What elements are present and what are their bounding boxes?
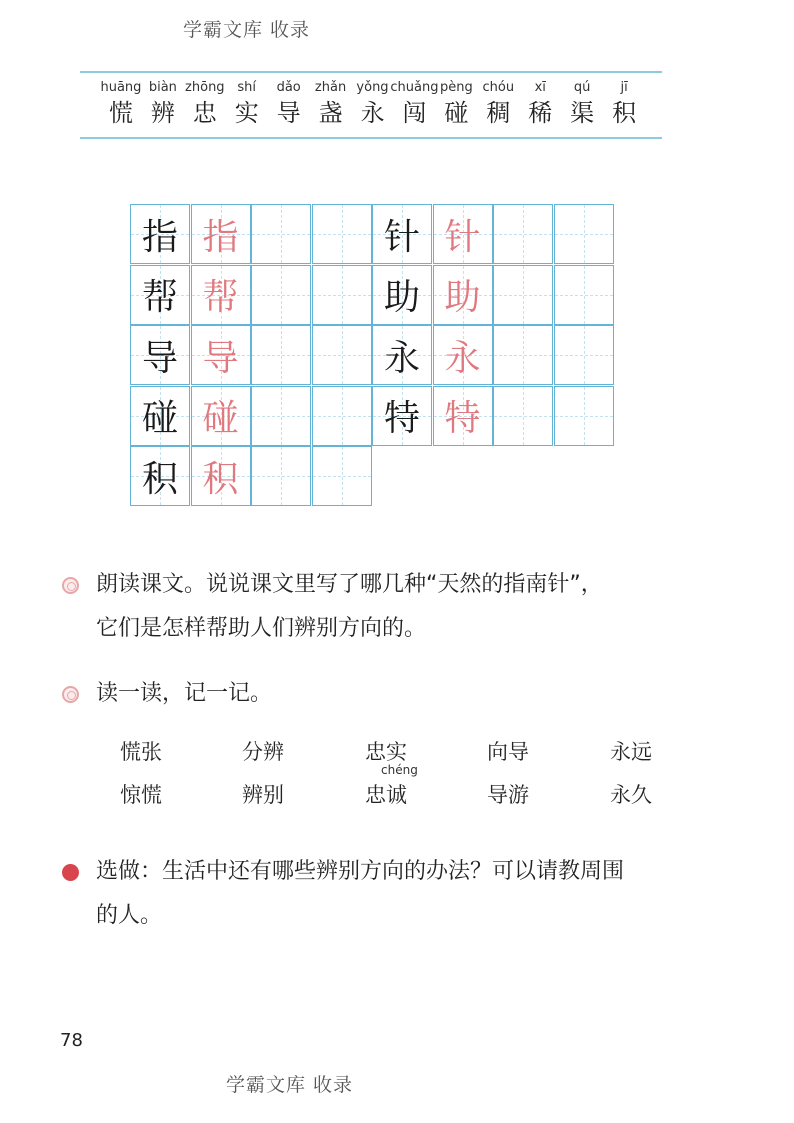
exercise-read-remember bbox=[60, 672, 740, 716]
grid-cell bbox=[372, 325, 432, 385]
word-pinyin: chéng bbox=[381, 763, 418, 777]
model-char: 碰 bbox=[141, 398, 178, 439]
exercise-optional bbox=[60, 850, 740, 940]
grid-cell bbox=[191, 446, 251, 506]
grid-cell bbox=[130, 325, 190, 385]
vocab-item bbox=[268, 80, 310, 128]
grid-cell bbox=[191, 386, 251, 446]
vocab-item bbox=[561, 80, 603, 128]
watermark-bottom: 学霸文库 收录 bbox=[226, 1074, 354, 1096]
vocab-pinyin: dǎo bbox=[276, 80, 301, 95]
grid-cell bbox=[372, 204, 432, 264]
vocab-pinyin: zhǎn bbox=[314, 80, 347, 95]
page-number: 78 bbox=[60, 1030, 83, 1051]
tracing-char: 指 bbox=[202, 216, 239, 258]
vocab-char: 闯 bbox=[402, 99, 427, 127]
grid-cell bbox=[251, 265, 311, 325]
vocab-char: 盏 bbox=[318, 99, 343, 127]
vocab-item bbox=[603, 80, 645, 128]
grid-cell bbox=[312, 325, 372, 385]
model-char: 指 bbox=[141, 216, 178, 258]
grid-cell bbox=[312, 204, 372, 264]
grid-cell bbox=[251, 446, 311, 506]
grid-cell bbox=[251, 325, 311, 385]
tracing-char: 特 bbox=[444, 398, 481, 439]
vocab-char: 稠 bbox=[486, 99, 511, 127]
grid-cell bbox=[130, 386, 190, 446]
vocab-char: 稀 bbox=[528, 99, 553, 127]
vocab-strip-top-line bbox=[80, 71, 662, 73]
vocab-item bbox=[226, 80, 268, 128]
exercise-3-line-2: 的人。 bbox=[96, 903, 163, 928]
word-item: 分辨 bbox=[242, 740, 284, 764]
tracing-char: 导 bbox=[202, 337, 239, 379]
exercise-1-line-1: 朗读课文。说说课文里写了哪几种“天然的指南针”， bbox=[96, 572, 603, 597]
grid-cell bbox=[493, 325, 553, 385]
vocab-pinyin: pèng bbox=[440, 80, 473, 95]
vocab-strip bbox=[100, 80, 645, 128]
grid-cell bbox=[554, 204, 614, 264]
grid-cell bbox=[130, 265, 190, 325]
model-char: 针 bbox=[383, 216, 420, 258]
word-item: 辨别 bbox=[242, 783, 284, 807]
vocab-item bbox=[390, 80, 439, 128]
tracing-char: 碰 bbox=[202, 398, 239, 439]
vocab-item bbox=[477, 80, 519, 128]
vocab-pinyin: jī bbox=[620, 80, 628, 95]
vocab-item bbox=[310, 80, 352, 128]
vocab-pinyin: chóu bbox=[482, 80, 515, 95]
watermark-top: 学霸文库 收录 bbox=[183, 19, 311, 41]
word-item: 慌张 bbox=[120, 740, 162, 764]
vocab-pinyin: zhōng bbox=[185, 80, 225, 95]
bullet-icon bbox=[62, 577, 79, 594]
vocab-pinyin: chuǎng bbox=[390, 80, 439, 95]
grid-cell bbox=[493, 265, 553, 325]
word-list bbox=[120, 730, 680, 810]
vocab-pinyin: xī bbox=[534, 80, 546, 95]
tracing-char: 帮 bbox=[202, 277, 239, 318]
vocab-pinyin: qú bbox=[573, 80, 591, 95]
tracing-char: 针 bbox=[444, 216, 481, 258]
grid-cell bbox=[312, 265, 372, 325]
exercise-read-text bbox=[60, 563, 740, 653]
vocab-strip-bottom-line bbox=[80, 137, 662, 139]
vocab-pinyin: biàn bbox=[148, 80, 177, 95]
bullet-icon bbox=[62, 864, 79, 881]
exercise-1-line-2: 它们是怎样帮助人们辨别方向的。 bbox=[96, 616, 427, 641]
exercise-2-text: 读一读，记一记。 bbox=[96, 681, 273, 706]
vocab-pinyin: yǒng bbox=[356, 80, 389, 95]
grid-cell bbox=[372, 386, 432, 446]
model-char: 导 bbox=[141, 337, 178, 379]
grid-cell bbox=[433, 204, 493, 264]
grid-cell bbox=[493, 204, 553, 264]
word-item: 忠实 bbox=[365, 740, 407, 764]
grid-cell bbox=[191, 265, 251, 325]
grid-cell bbox=[433, 325, 493, 385]
vocab-char: 永 bbox=[360, 99, 385, 127]
word-item: 导游 bbox=[487, 783, 529, 807]
bullet-icon bbox=[62, 686, 79, 703]
writing-grid bbox=[130, 204, 613, 508]
vocab-pinyin: huāng bbox=[100, 80, 142, 95]
vocab-item bbox=[142, 80, 184, 128]
grid-cell bbox=[312, 386, 372, 446]
exercise-3-line-1: 选做：生活中还有哪些辨别方向的办法？可以请教周围 bbox=[96, 859, 625, 884]
grid-cell bbox=[312, 446, 372, 506]
grid-cell bbox=[130, 446, 190, 506]
vocab-char: 忠 bbox=[192, 99, 217, 127]
grid-cell bbox=[554, 386, 614, 446]
model-char: 积 bbox=[141, 458, 178, 500]
vocab-item bbox=[435, 80, 477, 128]
model-char: 永 bbox=[383, 337, 420, 379]
vocab-char: 导 bbox=[276, 99, 301, 127]
vocab-item bbox=[100, 80, 142, 128]
vocab-char: 碰 bbox=[444, 99, 469, 127]
grid-cell bbox=[130, 204, 190, 264]
word-item: 惊慌 bbox=[120, 783, 162, 807]
word-item: 永远 bbox=[610, 740, 652, 764]
grid-cell bbox=[433, 386, 493, 446]
grid-cell bbox=[554, 325, 614, 385]
vocab-char: 渠 bbox=[570, 99, 595, 127]
word-item: 忠诚 bbox=[365, 783, 407, 807]
grid-cell bbox=[191, 325, 251, 385]
model-char: 助 bbox=[383, 277, 420, 318]
model-char: 特 bbox=[383, 398, 420, 439]
vocab-char: 慌 bbox=[108, 99, 133, 127]
vocab-char: 实 bbox=[234, 99, 259, 127]
word-item: 永久 bbox=[610, 783, 652, 807]
vocab-char: 辨 bbox=[150, 99, 175, 127]
grid-cell bbox=[493, 386, 553, 446]
grid-cell bbox=[251, 386, 311, 446]
grid-cell bbox=[251, 204, 311, 264]
vocab-pinyin: shí bbox=[237, 80, 257, 95]
vocab-item bbox=[184, 80, 226, 128]
vocab-item bbox=[519, 80, 561, 128]
grid-cell bbox=[191, 204, 251, 264]
vocab-char: 积 bbox=[612, 99, 637, 127]
grid-cell bbox=[554, 265, 614, 325]
tracing-char: 积 bbox=[202, 458, 239, 500]
word-item: 向导 bbox=[487, 740, 529, 764]
model-char: 帮 bbox=[141, 277, 178, 318]
tracing-char: 助 bbox=[444, 277, 481, 318]
vocab-item bbox=[352, 80, 394, 128]
grid-cell bbox=[433, 265, 493, 325]
grid-cell bbox=[372, 265, 432, 325]
tracing-char: 永 bbox=[444, 337, 481, 379]
